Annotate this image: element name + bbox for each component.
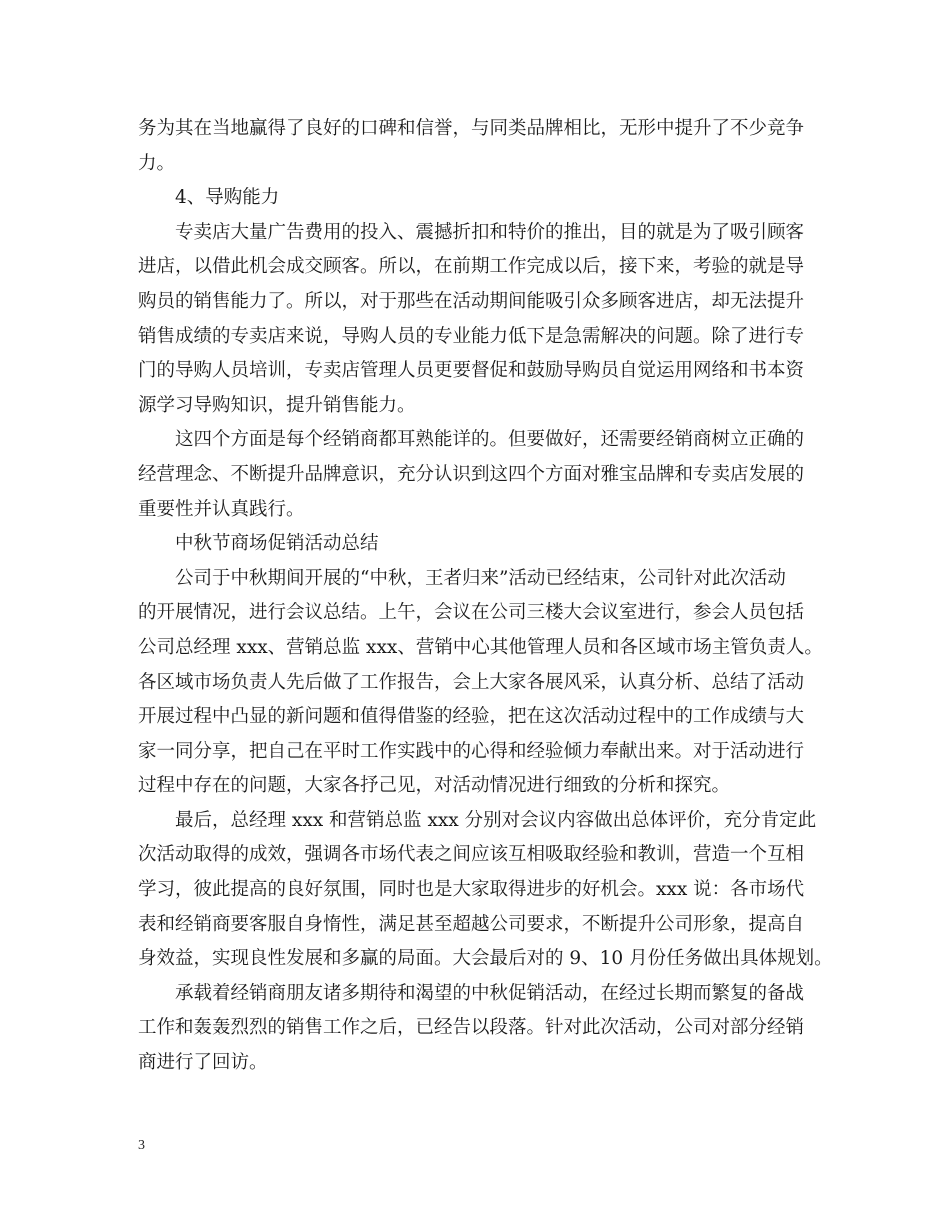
text-line: 公司于中秋期间开展的“中秋，王者归来”活动已经结束，公司针对此次活动: [175, 567, 786, 589]
text-line: 公司总经理 xxx、营销总监 xxx、营销中心其他管理人员和各区域市场主管负责人。: [138, 636, 823, 658]
text-line: 门的导购人员培训，专卖店管理人员更要督促和鼓励导购员自觉运用网络和书本资: [138, 360, 805, 382]
text-line: 家一同分享，把自己在平时工作实践中的心得和经验倾力奉献出来。对于活动进行: [138, 740, 805, 762]
text-line: 身效益，实现良性发展和多赢的局面。大会最后对的 9、10 月份任务做出具体规划。: [138, 948, 833, 970]
text-line: 过程中存在的问题，大家各抒己见，对活动情况进行细致的分析和探究。: [138, 775, 731, 797]
text-line: 各区域市场负责人先后做了工作报告，会上大家各展风采，认真分析、总结了活动: [138, 671, 805, 693]
page-number: 3: [138, 1138, 145, 1153]
text-line: 最后，总经理 xxx 和营销总监 xxx 分别对会议内容做出总体评价，充分肯定此: [175, 809, 817, 831]
text-line: 开展过程中凸显的新问题和值得借鉴的经验，把在这次活动过程中的工作成绩与大: [138, 706, 805, 728]
text-line: 表和经销商要客服自身惰性，满足甚至超越公司要求，不断提升公司形象，提高自: [138, 913, 805, 935]
text-line: 次活动取得的成效，强调各市场代表之间应该互相吸取经验和教训，营造一个互相: [138, 844, 805, 866]
text-line: 承载着经销商朋友诸多期待和渴望的中秋促销活动，在经过长期而繁复的备战: [175, 982, 805, 1004]
text-line: 这四个方面是每个经销商都耳熟能详的。但要做好，还需要经销商树立正确的: [175, 429, 805, 451]
text-line: 工作和轰轰烈烈的销售工作之后，已经告以段落。针对此次活动，公司对部分经销: [138, 1017, 805, 1039]
section-heading: 4、导购能力: [175, 187, 280, 209]
text-line: 的开展情况，进行会议总结。上午，会议在公司三楼大会议室进行，参会人员包括: [138, 602, 805, 624]
text-line: 销售成绩的专卖店来说，导购人员的专业能力低下是急需解决的问题。除了进行专: [138, 325, 805, 347]
text-line: 专卖店大量广告费用的投入、震撼折扣和特价的推出，目的就是为了吸引顾客: [175, 221, 805, 243]
text-line: 学习，彼此提高的良好氛围，同时也是大家取得进步的好机会。xxx 说：各市场代: [138, 879, 805, 901]
text-line: 源学习导购知识，提升销售能力。: [138, 394, 416, 416]
text-line: 经营理念、不断提升品牌意识，充分认识到这四个方面对雅宝品牌和专卖店发展的: [138, 463, 805, 485]
text-line: 务为其在当地赢得了良好的口碑和信誉，与同类品牌相比，无形中提升了不少竞争: [138, 118, 805, 139]
text-line: 进店，以借此机会成交顾客。所以，在前期工作完成以后，接下来，考验的就是导: [138, 256, 805, 278]
body-text: [138, 112, 833, 1081]
text-line: 购员的销售能力了。所以，对于那些在活动期间能吸引众多顾客进店，却无法提升: [138, 290, 805, 312]
text-line: 重要性并认真践行。: [138, 498, 305, 520]
text-line: 商进行了回访。: [138, 1052, 268, 1074]
section-heading: 中秋节商场促销活动总结: [175, 533, 379, 555]
text-line: 力。: [138, 152, 176, 174]
